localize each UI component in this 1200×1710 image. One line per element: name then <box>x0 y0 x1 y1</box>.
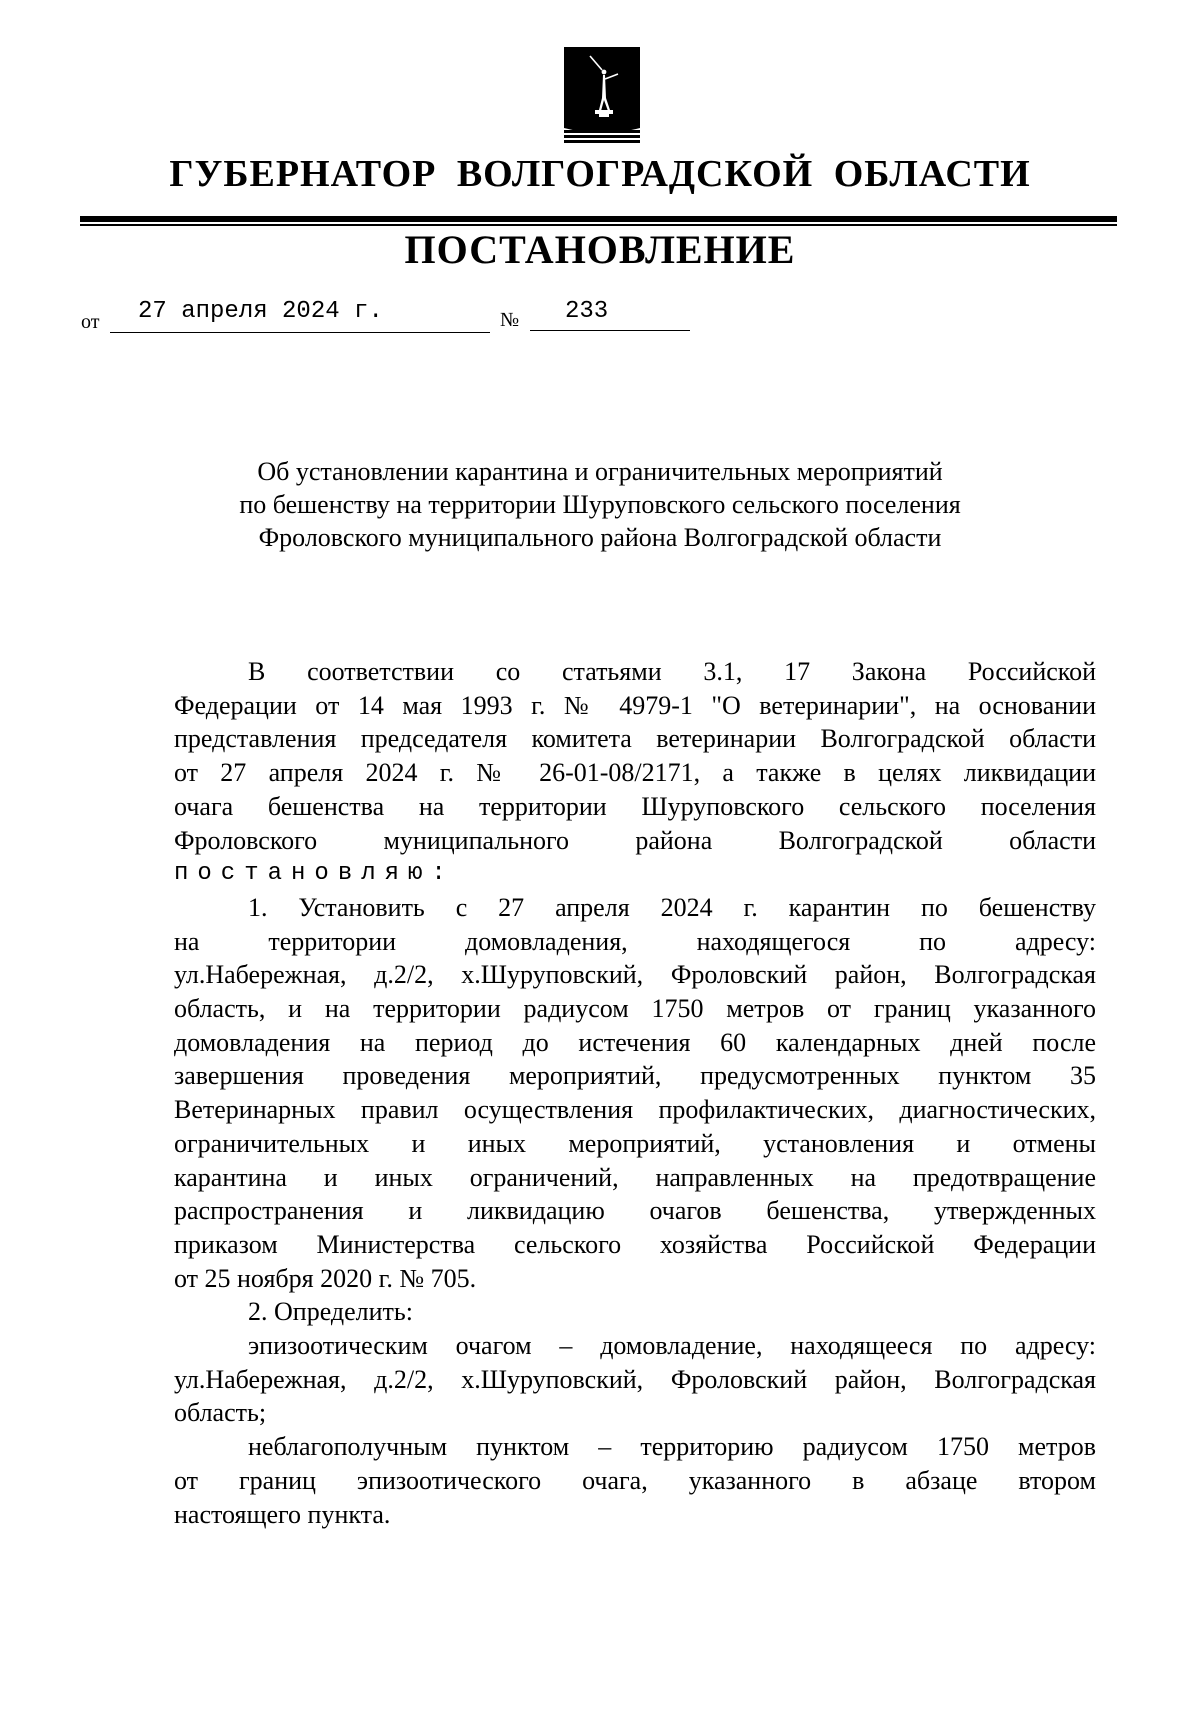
number-underline <box>530 330 690 331</box>
subject-line: Фроловского муниципального района Волгоградской области <box>258 523 942 552</box>
document-subject <box>0 455 1200 554</box>
decree-word: постановляю: <box>174 860 455 888</box>
body-line: 2. Определить: <box>248 1297 413 1327</box>
number-label: № <box>500 309 520 331</box>
document-type: ПОСТАНОВЛЕНИЕ <box>404 227 796 272</box>
body-line: Федерации от 14 мая 1993 г. № 4979-1 "О ветеринарии", на основании <box>174 690 1096 720</box>
document-number: 233 <box>565 298 609 325</box>
body-line: представления председателя комитета ветеринарии Волгоградской области <box>174 724 1096 754</box>
body-line: область; <box>174 1398 267 1428</box>
body-line: 1. Установить с 27 апреля 2024 г. карантин по бешенству <box>248 892 1096 922</box>
date-underline <box>110 332 490 333</box>
volgograd-emblem-icon <box>563 46 641 144</box>
body-line: завершения проведения мероприятий, предусмотренных пунктом 35 <box>174 1061 1096 1091</box>
body-line: эпизоотическим очагом – домовладение, находящееся по адресу: <box>248 1331 1096 1361</box>
body-line: В соответствии со статьями 3.1, 17 Закона Российской <box>248 657 1096 686</box>
body-line: карантина и иных ограничений, направленных на предотвращение <box>174 1162 1096 1192</box>
body-line: область, и на территории радиусом 1750 метров от границ указанного <box>174 994 1096 1024</box>
subject-line: Об установлении карантина и ограничительных мероприятий <box>257 457 943 486</box>
body-line: ограничительных и иных мероприятий, установления и отмены <box>174 1128 1096 1158</box>
date-label: от <box>81 311 100 333</box>
body-line: ул.Набережная, д.2/2, х.Шуруповский, Фроловский район, Волгоградская <box>174 1364 1096 1394</box>
body-line: очага бешенства на территории Шуруповского сельского поселения <box>174 791 1096 821</box>
body-line: Фроловского муниципального района Волгоградской области <box>174 825 1096 855</box>
body-line: от 25 ноября 2020 г. № 705. <box>174 1263 477 1293</box>
body-line: распространения и ликвидацию очагов бешенства, утвержденных <box>174 1196 1096 1226</box>
issuing-authority: ГУБЕРНАТОР ВОЛГОГРАДСКОЙ ОБЛАСТИ <box>169 153 1031 195</box>
body-line: Ветеринарных правил осуществления профилактических, диагностических, <box>174 1095 1096 1125</box>
document-date: 27 апреля 2024 г. <box>138 298 383 325</box>
body-line: ул.Набережная, д.2/2, х.Шуруповский, Фроловский район, Волгоградская <box>174 960 1096 990</box>
body-line: на территории домовладения, находящегося по адресу: <box>174 926 1096 956</box>
body-line: домовладения на период до истечения 60 календарных дней после <box>174 1027 1096 1057</box>
body-line: от границ эпизоотического очага, указанного в абзаце втором <box>174 1465 1096 1495</box>
subject-line: по бешенству на территории Шуруповского сельского поселения <box>239 490 961 519</box>
body-line: настоящего пункта. <box>174 1499 391 1529</box>
body-line: неблагополучным пунктом – территорию радиусом 1750 метров <box>248 1432 1096 1462</box>
header-rule-thick <box>80 216 1117 222</box>
body-line: от 27 апреля 2024 г. № 26-01-08/2171, а также в целях ликвидации <box>174 758 1096 788</box>
body-line: приказом Министерства сельского хозяйства Российской Федерации <box>174 1229 1096 1259</box>
document-body <box>174 655 1096 1531</box>
